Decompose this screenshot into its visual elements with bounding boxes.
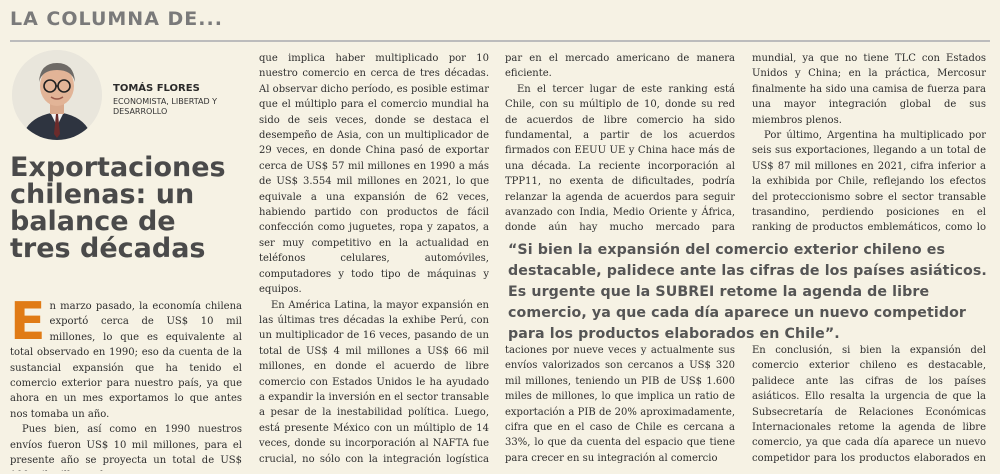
author-photo [12, 50, 102, 140]
paragraph: taciones por nueve veces y actualmente sus envíos valorizados son cercanos a US$ 320 mil millones, teniendo un PIB de US$ 1.600 miles de millones, lo que implica un ratio de exportación a PIB de 20% aproximadamente, cifra que en el caso de Chile es cercana a 33%, lo que da cuenta del espacio que tiene para crecer en su integración al comercio [505, 345, 735, 464]
paragraph: par en el mercado americano de manera eficiente. [505, 53, 735, 80]
paragraph: que implica haber multiplicado por 10 nuestro comercio en cerca de tres décadas. Al observar dicho período, es posible estimar que el múltiplo para el comercio mundial ha sido de seis veces, donde se destaca el desempeño de Asia, con un multiplicador de 29 veces, en donde China pasó de exportar cerca de US$ 57 mil millones en 1990 a más de US$ 3.554 mil millones en 2021, lo que equivale a una expansión de 62 veces, habiendo partido con productos de fácil confección como juguetes, ropa y zapatos, a ser muy competitivo en la actualidad en teléfonos celulares, automóviles, computadores y todo tipo de máquinas y equipos. [259, 53, 489, 296]
article-column-6 [752, 343, 986, 467]
paragraph: Pues bien, así como en 1990 nuestros envíos fueron US$ 10 mil millones, para el presente año se proyecta un total de US$ [10, 424, 242, 467]
article-column-2 [259, 51, 489, 469]
drop-cap: E [10, 299, 46, 352]
author-role: ECONOMISTA, LIBERTAD Y DESARROLLO [113, 97, 218, 116]
paragraph: mundial, ya que no tiene TLC con Estados Unidos y China; en la práctica, Mercosur finalmente ha sido una camisa de fuerza para una mayor integración global de sus miembros plenos. [752, 53, 986, 126]
section-header: LA COLUMNA DE... [10, 8, 223, 30]
paragraph [10, 299, 242, 422]
article-column-5 [505, 343, 735, 467]
header-divider [10, 40, 990, 42]
paragraph: En el tercer lugar de este ranking está Chile, con su múltiplo de 10, donde su red de acuerdos de libre comercio ha sido fundamental, a partir de los acuerdos firmados con EEUU UE y China hace más de una década. La reciente incorporación al TPP11, no exenta de dificultades, podría relanzar la agenda de acuerdos para seguir avanzado con India, Medio Oriente y África, donde aún hay mucho mercado para [505, 83, 735, 234]
pull-quote: “Si bien la expansión del comercio exterior chileno es destacable, palidece ante las cifras de los países asiáticos. Es urgente que la SUBREI retome la agenda de libre comercio, ya que cada día aparece un nuevo competidor para los productos elaborados en Chile”. [508, 242, 987, 342]
author-name: TOMÁS FLORES [113, 83, 200, 94]
author-portrait-icon [12, 50, 102, 140]
paragraph-text: n marzo pasado, la economía chilena exportó cerca de US$ 10 mil millones, lo que es equivalente al total observado en 1990; eso da cuenta de la sustancial expansión que ha tenido el comercio exterior para nuestro país, ya que ahora en un mes exportamos lo que antes nos tomaba un año. [10, 301, 242, 420]
paragraph: Por último, Argentina ha multiplicado por seis sus exportaciones, llegando a un total de US$ 87 mil millones en 2021, cifra inferior a la exhibida por Chile, reflejando los efectos del proteccionismo sobre el sector transable trasandino, perdiendo posiciones en el ranking de productos emblemáticos, como lo [752, 130, 986, 234]
article-column-1 [10, 299, 242, 471]
paragraph: En conclusión, si bien la expansión del comercio exterior chileno es destacable, palidece ante las cifras de los países asiáticos. Ello resalta la urgencia de que la Subsecretaría de Relaciones Económicas Internacionales retome la agenda de libre comercio, ya que cada día aparece un nuevo competidor para los productos elaborados en [752, 345, 986, 464]
paragraph: En América Latina, la mayor expansión en las últimas tres décadas la exhibe Perú, con un multiplicador de 16 veces, pasando de un total de US$ 4 mil millones a US$ 66 mil millones, en donde el acuerdo de libre comercio con Estados Unidos le ha ayudado a expandir la inversión en el sector transable a pesar de la inestabilidad política. Luego, está presente México con un múltiplo de 14 veces, donde su incorporación al NAFTA fue crucial, no sólo con la integración logística [259, 299, 489, 465]
article-title: Exportaciones chilenas: un balance de tres décadas [10, 152, 226, 264]
article-column-3 [505, 51, 735, 236]
article-column-4 [752, 51, 986, 236]
